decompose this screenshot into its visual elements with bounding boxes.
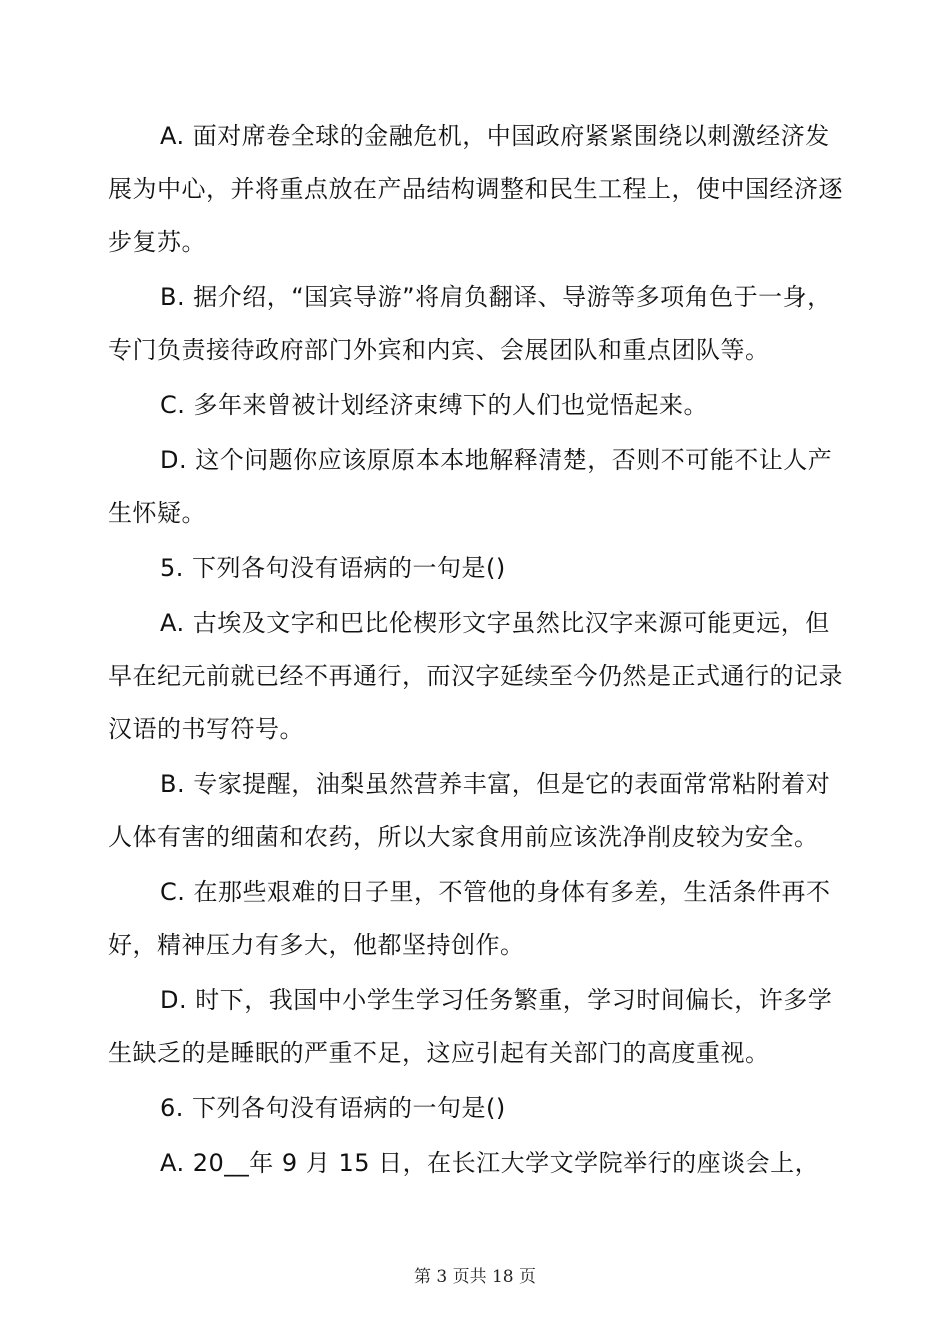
option-b-q4: B. 据介绍，“国宾导游”将肩负翻译、导游等多项角色于一身，专门负责接待政府部门外宾和内宾、会展团队和重点团队等。 [108, 283, 832, 364]
page-body [108, 110, 848, 1190]
option-c-q4: C. 多年来曾被计划经济束缚下的人们也觉悟起来。 [160, 391, 709, 419]
question-6: 6. 下列各句没有语病的一句是() [160, 1094, 506, 1122]
option-d-q4: D. 这个问题你应该原原本本地解释清楚，否则不可能不让人产生怀疑。 [108, 446, 833, 527]
option-a-q4: A. 面对席卷全球的金融危机，中国政府紧紧围绕以刺激经济发展为中心，并将重点放在产品结构调整和民生工程上，使中国经济逐步复苏。 [108, 122, 843, 256]
option-b-q5: B. 专家提醒，油梨虽然营养丰富，但是它的表面常常粘附着对人体有害的细菌和农药，所以大家食用前应该洗净削皮较为安全。 [108, 770, 831, 851]
option-d-q5: D. 时下，我国中小学生学习任务繁重，学习时间偏长，许多学生缺乏的是睡眠的严重不足，这应引起有关部门的高度重视。 [108, 986, 833, 1067]
option-a-q5: A. 古埃及文字和巴比伦楔形文字虽然比汉字来源可能更远，但早在纪元前就已经不再通行，而汉字延续至今仍然是正式通行的记录汉语的书写符号。 [108, 609, 843, 743]
page-number-footer: 第 3 页共 18 页 [413, 1267, 537, 1287]
option-a-q6: A. 20__年 9 月 15 日，在长江大学文学院举行的座谈会上， [160, 1149, 820, 1177]
option-c-q5: C. 在那些艰难的日子里，不管他的身体有多差，生活条件再不好，精神压力有多大，他都坚持创作。 [108, 878, 831, 959]
question-5: 5. 下列各句没有语病的一句是() [160, 554, 506, 582]
